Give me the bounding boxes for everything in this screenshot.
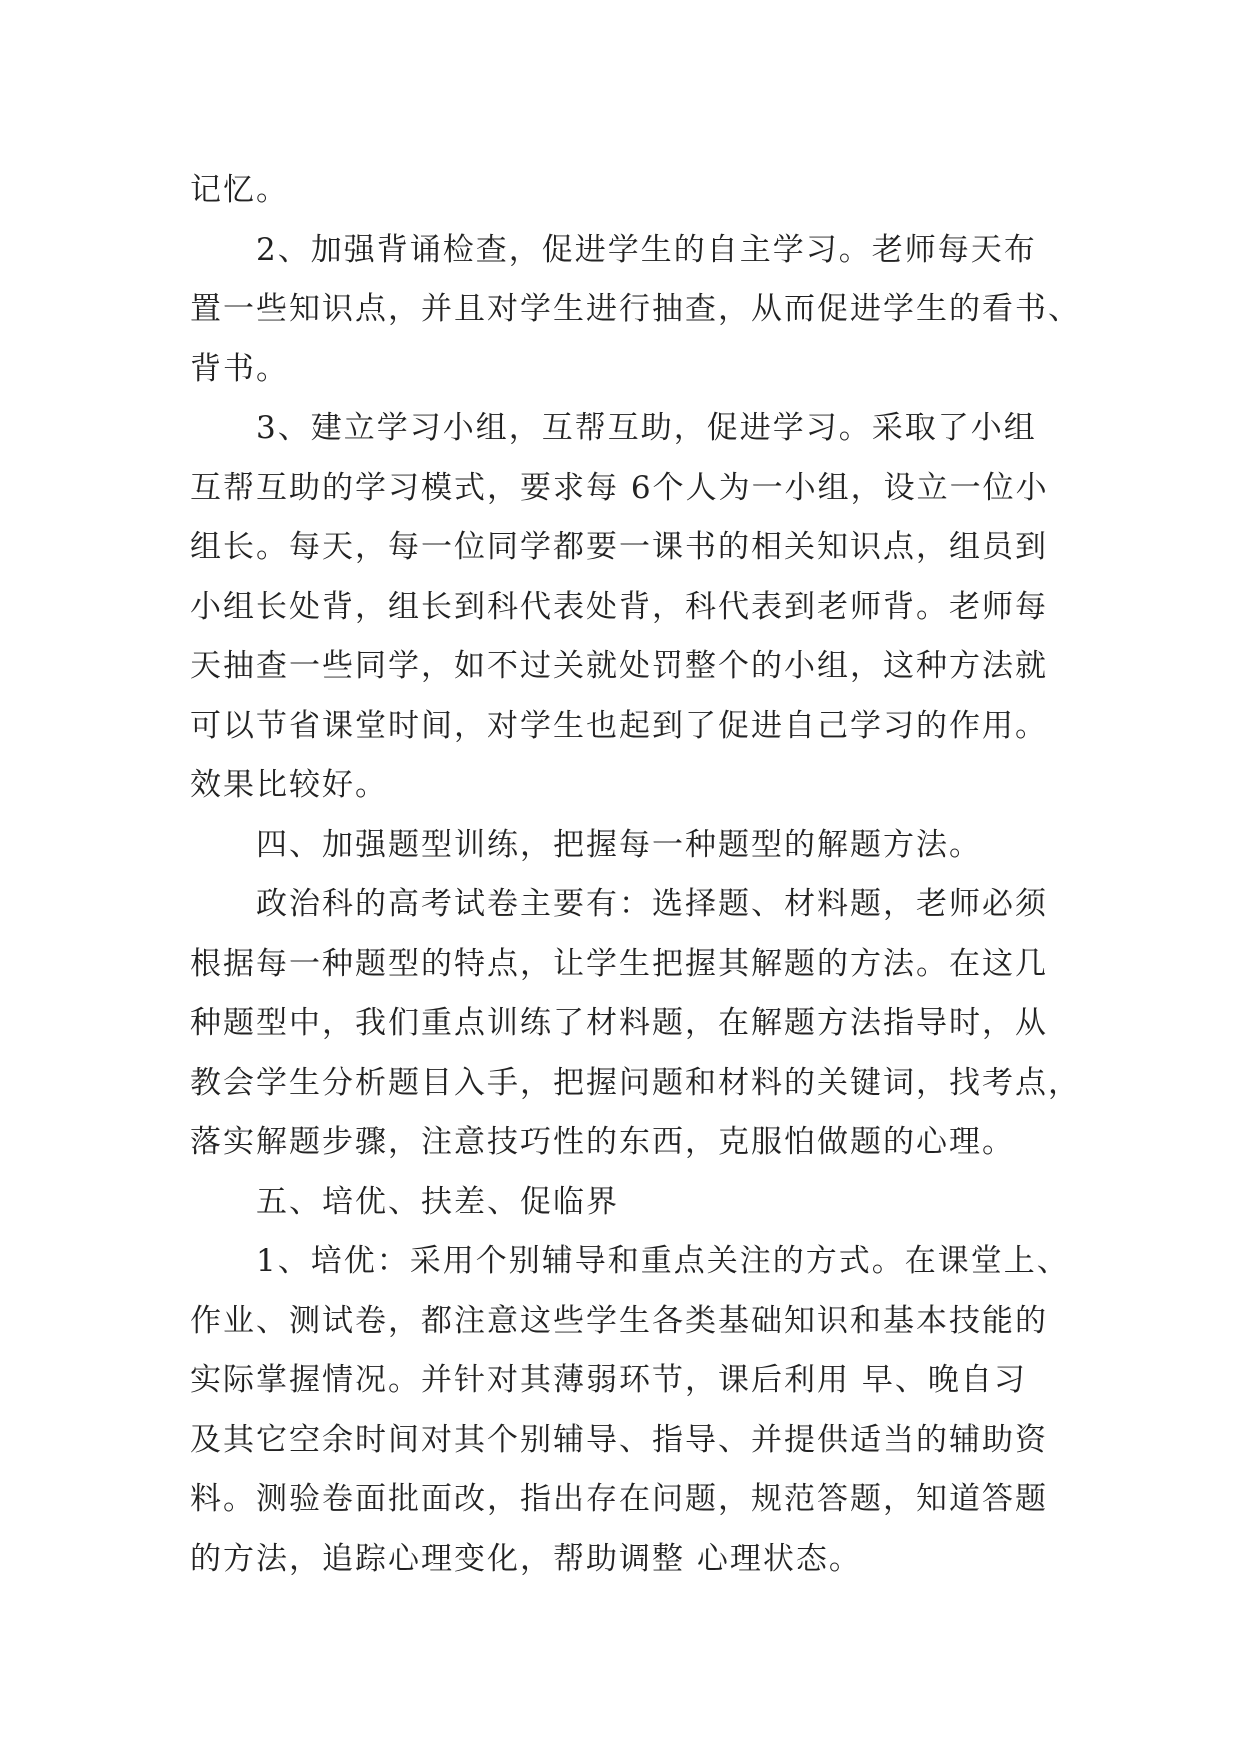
- text-line: 落实解题步骤，注意技巧性的东西，克服怕做题的心理。: [190, 1124, 1015, 1160]
- text-line: 实际掌握情况。并针对其薄弱环节，课后利用 早、晚自习: [190, 1362, 1027, 1398]
- text-line: 2、加强背诵检查，促进学生的自主学习。老师每天布: [256, 231, 1037, 268]
- text-line: 教会学生分析题目入手，把握问题和材料的关键词，找考点，: [190, 1064, 1081, 1101]
- text-line: 置一些知识点，并且对学生进行抽查，从而促进学生的看书、: [190, 291, 1081, 327]
- text-line: 互帮互助的学习模式，要求每 6个人为一小组，设立一位小: [190, 469, 1049, 506]
- text-line: 作业、测试卷，都注意这些学生各类基础知识和基本技能的: [190, 1302, 1048, 1339]
- document-body: [190, 161, 1081, 1589]
- section-heading: 五、培优、扶差、促临界: [256, 1183, 619, 1220]
- text-line: 组长。每天，每一位同学都要一课书的相关知识点，组员到: [190, 529, 1048, 565]
- text-line: 小组长处背，组长到科代表处背，科代表到老师背。老师每: [190, 588, 1048, 625]
- text-line: 可以节省课堂时间，对学生也起到了促进自己学习的作用。: [190, 707, 1048, 744]
- text-line: 1、培优：采用个别辅导和重点关注的方式。在课堂上、: [256, 1243, 1070, 1279]
- text-line: 天抽查一些同学，如不过关就处罚整个的小组，这种方法就: [190, 648, 1048, 684]
- text-line: 的方法，追踪心理变化，帮助调整 心理状态。: [190, 1540, 862, 1577]
- section-heading: 四、加强题型训练，把握每一种题型的解题方法。: [256, 826, 982, 863]
- text-line: 效果比较好。: [190, 767, 388, 803]
- text-line: 根据每一种题型的特点，让学生把握其解题的方法。在这几: [190, 945, 1048, 982]
- text-line: 及其它空余时间对其个别辅导、指导、并提供适当的辅助资: [190, 1421, 1048, 1458]
- text-line: 记忆。: [190, 172, 289, 208]
- text-line: 背书。: [190, 350, 289, 387]
- text-line: 料。测验卷面批面改，指出存在问题，规范答题，知道答题: [190, 1481, 1048, 1517]
- text-line: 3、建立学习小组，互帮互助，促进学习。采取了小组: [256, 410, 1037, 446]
- text-line: 政治科的高考试卷主要有：选择题、材料题，老师必须: [256, 886, 1048, 922]
- text-line: 种题型中，我们重点训练了材料题，在解题方法指导时，从: [190, 1005, 1048, 1041]
